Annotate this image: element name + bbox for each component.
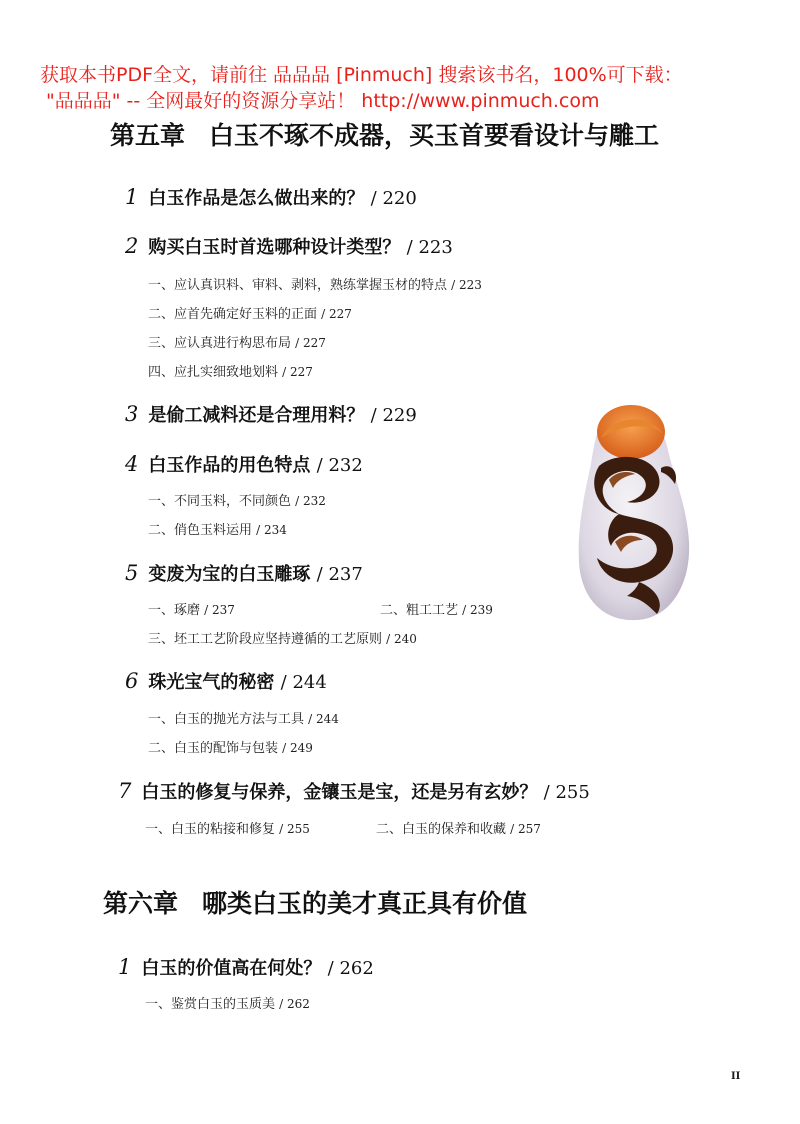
page-number: II xyxy=(731,1071,741,1082)
banner-line-1: 获取本书PDF全文，请前往 品品品 [Pinmuch] 搜索该书名，100%可下载： xyxy=(40,64,683,86)
toc-subsection: 三、坯工工艺阶段应坚持遵循的工艺原则 / 240 xyxy=(148,632,417,647)
toc-subsection: 二、白玉的保养和收藏 / 257 xyxy=(376,822,541,837)
toc-subsection: 二、粗工工艺 / 239 xyxy=(380,603,493,618)
toc-subsection: 一、白玉的抛光方法与工具 / 244 xyxy=(148,712,339,727)
chapter-number: 第六章 xyxy=(103,889,179,918)
toc-subsection: 一、应认真识料、审料、剥料，熟练掌握玉材的特点 / 223 xyxy=(148,278,482,293)
chapter-6-heading xyxy=(103,884,527,920)
download-banner xyxy=(0,62,800,114)
toc-subsection: 二、俏色玉料运用 / 234 xyxy=(148,523,287,538)
jade-pendant-image xyxy=(575,402,693,624)
toc-section: 6 珠光宝气的秘密 / 244 xyxy=(125,669,327,693)
chapter-title: 哪类白玉的美才真正具有价值 xyxy=(202,889,528,918)
toc-subsection: 二、应首先确定好玉料的正面 / 227 xyxy=(148,307,352,322)
toc-subsection: 三、应认真进行构思布局 / 227 xyxy=(148,336,326,351)
toc-subsection: 一、琢磨 / 237 xyxy=(148,603,235,618)
toc-subsection: 一、白玉的粘接和修复 / 255 xyxy=(145,822,310,837)
toc-subsection: 一、不同玉料，不同颜色 / 232 xyxy=(148,494,326,509)
toc-section: 5 变废为宝的白玉雕琢 / 237 xyxy=(125,561,363,585)
toc-subsection: 一、鉴赏白玉的玉质美 / 262 xyxy=(145,997,310,1012)
toc-section: 1 白玉作品是怎么做出来的？ / 220 xyxy=(125,185,417,209)
toc-section: 2 购买白玉时首选哪种设计类型？ / 223 xyxy=(125,234,453,258)
chapter-number: 第五章 xyxy=(110,121,186,150)
toc-section: 7 白玉的修复与保养，金镶玉是宝，还是另有玄妙？ / 255 xyxy=(118,779,590,803)
toc-section: 4 白玉作品的用色特点 / 232 xyxy=(125,452,363,476)
toc-section: 3 是偷工减料还是合理用料？ / 229 xyxy=(125,402,417,426)
chapter-5-heading xyxy=(110,116,659,152)
toc-subsection: 二、白玉的配饰与包装 / 249 xyxy=(148,741,313,756)
chapter-title: 白玉不琢不成器，买玉首要看设计与雕工 xyxy=(209,121,660,150)
banner-line-2: "品品品" -- 全网最好的资源分享站！ http://www.pinmuch.com xyxy=(46,90,600,112)
toc-section: 1 白玉的价值高在何处？ / 262 xyxy=(118,955,374,979)
toc-subsection: 四、应扎实细致地划料 / 227 xyxy=(148,365,313,380)
